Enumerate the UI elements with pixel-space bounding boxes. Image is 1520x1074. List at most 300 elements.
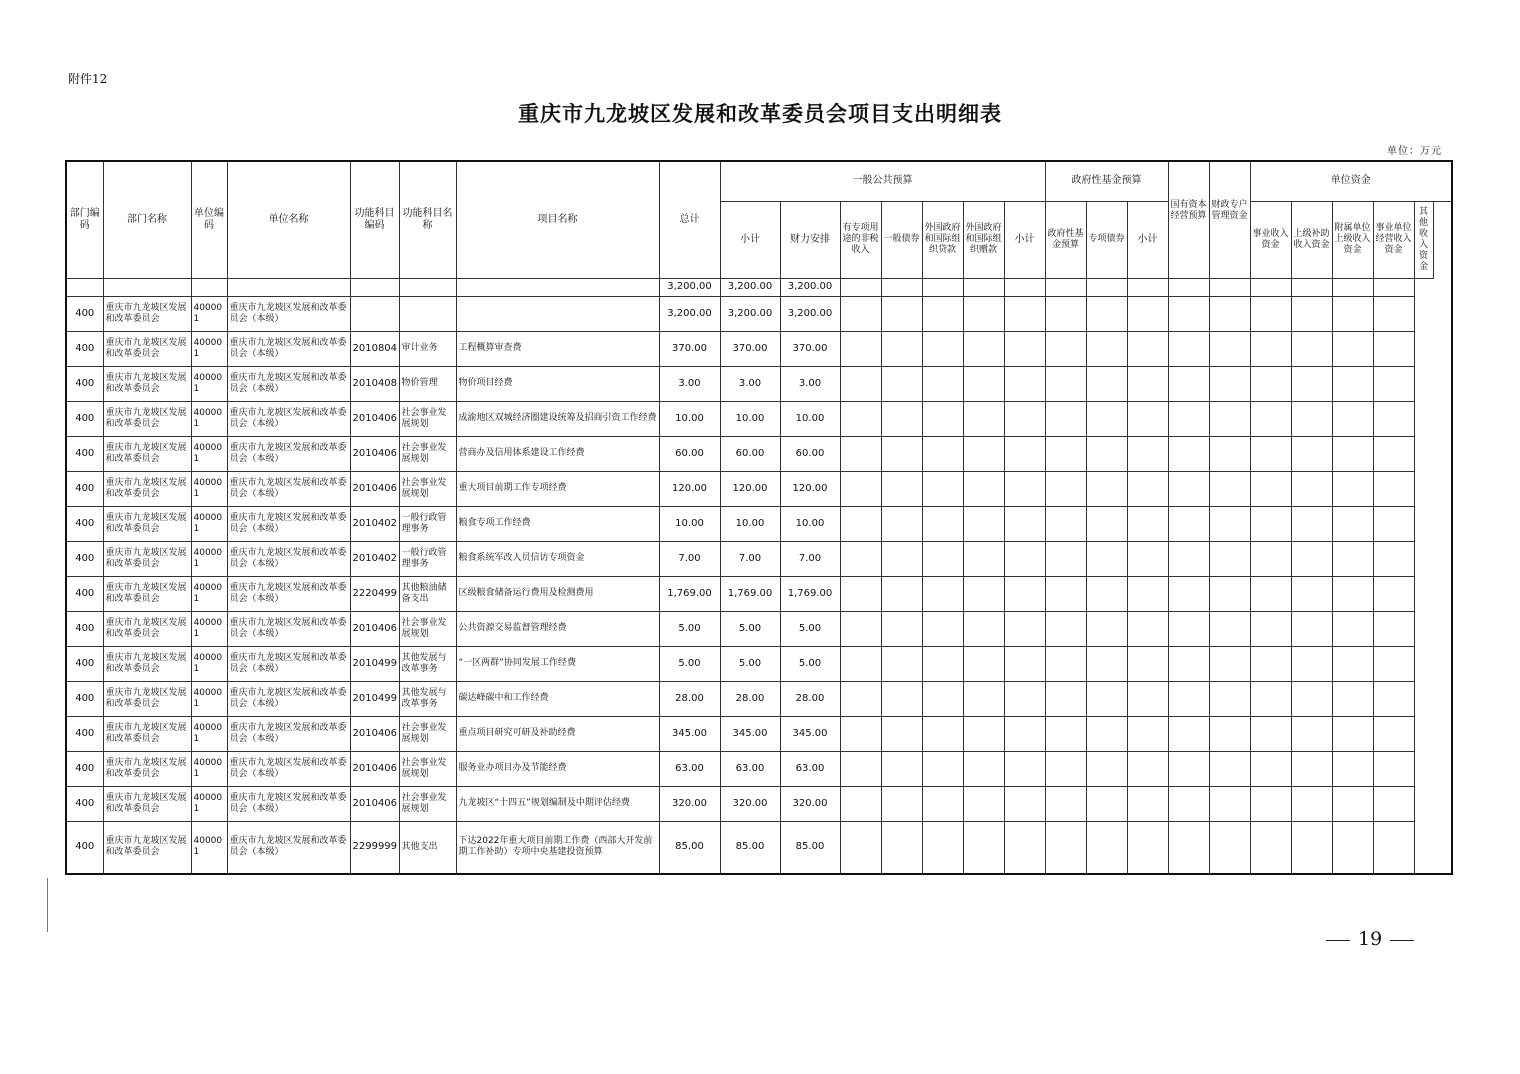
empty-cell (1086, 681, 1127, 716)
cell-project: 重点项目研究可研及补助经费 (456, 716, 659, 751)
empty-cell (1250, 436, 1291, 471)
empty-cell (1373, 576, 1414, 611)
cell-dept-code: 400 (66, 331, 103, 366)
header-gb-subtotal: 小计 (720, 201, 780, 278)
cell-unit-name: 重庆市九龙坡区发展和改革委员会（本级） (227, 506, 350, 541)
cell-func-code: 2010406 (350, 716, 399, 751)
cell-func-name: 一般行政管理事务 (399, 506, 456, 541)
cell-project: 碳达峰碳中和工作经费 (456, 681, 659, 716)
empty-cell (1127, 681, 1168, 716)
cell-subtotal: 5.00 (720, 611, 780, 646)
page-title: 重庆市九龙坡区发展和改革委员会项目支出明细表 (518, 101, 1002, 126)
empty-cell (1209, 296, 1250, 331)
cell-total: 10.00 (659, 401, 720, 436)
empty-cell (1168, 331, 1209, 366)
cell-total: 63.00 (659, 751, 720, 786)
empty-cell (1250, 296, 1291, 331)
cell-fiscal: 345.00 (780, 716, 840, 751)
cell-dept-name: 重庆市九龙坡区发展和改革委员会 (103, 506, 191, 541)
empty-cell (840, 436, 881, 471)
cell-dept-code: 400 (66, 541, 103, 576)
empty-cell (1250, 401, 1291, 436)
header-total: 总计 (659, 161, 720, 278)
empty-cell (963, 401, 1004, 436)
empty-cell (1086, 751, 1127, 786)
cell-project: 粮食系统军改人员信访专项资金 (456, 541, 659, 576)
page-number-text: 19 (1358, 928, 1383, 950)
empty-cell (963, 366, 1004, 401)
empty-cell (1004, 576, 1045, 611)
cell-dept-code: 400 (66, 786, 103, 821)
empty-cell (881, 786, 922, 821)
cell-dept-name: 重庆市九龙坡区发展和改革委员会 (103, 611, 191, 646)
empty-cell (840, 296, 881, 331)
empty-cell (1291, 506, 1332, 541)
empty-cell (1373, 821, 1414, 874)
header-dept-name: 部门名称 (103, 161, 191, 278)
empty-cell (1250, 611, 1291, 646)
empty-cell (963, 716, 1004, 751)
empty-cell (922, 296, 963, 331)
empty-cell (1168, 611, 1209, 646)
cell-subtotal: 370.00 (720, 331, 780, 366)
cell-fiscal: 85.00 (780, 821, 840, 874)
cell-func-code: 2010406 (350, 786, 399, 821)
empty-cell (1004, 506, 1045, 541)
cell-total: 370.00 (659, 331, 720, 366)
cell-unit-name: 重庆市九龙坡区发展和改革委员会（本级） (227, 786, 350, 821)
empty-cell (1004, 436, 1045, 471)
cell-unit-code: 400001 (191, 471, 227, 506)
cell-dept-name: 重庆市九龙坡区发展和改革委员会 (103, 436, 191, 471)
empty-cell (1209, 506, 1250, 541)
empty-cell (1045, 471, 1086, 506)
cell-unit-name: 重庆市九龙坡区发展和改革委员会（本级） (227, 541, 350, 576)
cell-fiscal: 5.00 (780, 611, 840, 646)
empty-cell (1291, 401, 1332, 436)
empty-cell (840, 471, 881, 506)
empty-cell (840, 541, 881, 576)
empty-cell (1004, 681, 1045, 716)
cell-unit-code: 400001 (191, 821, 227, 874)
cell-total: 320.00 (659, 786, 720, 821)
empty-cell (1086, 541, 1127, 576)
empty-cell (1045, 681, 1086, 716)
empty-cell (1291, 786, 1332, 821)
empty-cell (1209, 366, 1250, 401)
cell-dept-name: 重庆市九龙坡区发展和改革委员会 (103, 296, 191, 331)
empty-cell (1127, 401, 1168, 436)
header-uf-operating: 事业单位经营收入资金 (1373, 201, 1414, 278)
cell-unit-code: 400001 (191, 751, 227, 786)
cell-dept-name: 重庆市九龙坡区发展和改革委员会 (103, 821, 191, 874)
empty-cell (922, 436, 963, 471)
empty-cell (1045, 541, 1086, 576)
empty-cell (922, 366, 963, 401)
cell-fiscal: 7.00 (780, 541, 840, 576)
empty-cell (881, 471, 922, 506)
cell-fiscal: 60.00 (780, 436, 840, 471)
empty-cell (1209, 751, 1250, 786)
cell-unit-name: 重庆市九龙坡区发展和改革委员会（本级） (227, 681, 350, 716)
header-gb-foreign-grant: 外国政府和国际组织赠款 (963, 201, 1004, 278)
empty-cell (1045, 296, 1086, 331)
empty-cell (881, 401, 922, 436)
cell-total: 3.00 (659, 366, 720, 401)
cell-subtotal: 28.00 (720, 681, 780, 716)
empty-cell (1168, 366, 1209, 401)
cell-unit-code: 400001 (191, 541, 227, 576)
cell-func-code: 2010406 (350, 751, 399, 786)
cell-subtotal: 60.00 (720, 436, 780, 471)
empty-cell (881, 751, 922, 786)
cell-project: 成渝地区双城经济圈建设统筹及招商引资工作经费 (456, 401, 659, 436)
empty-cell (1086, 331, 1127, 366)
summary-row (66, 278, 1452, 296)
cell-unit-name: 重庆市九龙坡区发展和改革委员会（本级） (227, 366, 350, 401)
cell-subtotal: 320.00 (720, 786, 780, 821)
cell-dept-code: 400 (66, 681, 103, 716)
cell-subtotal: 7.00 (720, 541, 780, 576)
cell-unit-name: 重庆市九龙坡区发展和改革委员会（本级） (227, 646, 350, 681)
empty-cell (1291, 366, 1332, 401)
empty-cell (881, 331, 922, 366)
cell-unit-code: 400001 (191, 611, 227, 646)
header-gb-general-bond: 一般债券 (881, 201, 922, 278)
cell-project: 重大项目前期工作专项经费 (456, 471, 659, 506)
cell-func-code: 2010402 (350, 541, 399, 576)
empty-cell (1332, 506, 1373, 541)
cell-subtotal: 3,200.00 (720, 296, 780, 331)
empty-cell (840, 506, 881, 541)
empty-cell (963, 681, 1004, 716)
table-row (66, 506, 1452, 541)
cell-fiscal: 3.00 (780, 366, 840, 401)
cell-total: 10.00 (659, 506, 720, 541)
empty-cell (1250, 681, 1291, 716)
empty-cell (1127, 786, 1168, 821)
header-gf-special-bond: 专项债券 (1086, 201, 1127, 278)
empty-cell (840, 821, 881, 874)
cell-unit-code: 400001 (191, 401, 227, 436)
table-row (66, 576, 1452, 611)
cell-fiscal: 10.00 (780, 401, 840, 436)
empty-cell (1045, 506, 1086, 541)
empty-cell (963, 646, 1004, 681)
empty-cell (1168, 436, 1209, 471)
empty-cell (1332, 296, 1373, 331)
cell-unit-code: 400001 (191, 506, 227, 541)
empty-cell (840, 576, 881, 611)
empty-cell (1127, 646, 1168, 681)
empty-cell (922, 821, 963, 874)
cell-unit-name: 重庆市九龙坡区发展和改革委员会（本级） (227, 611, 350, 646)
empty-cell (1086, 366, 1127, 401)
cell-dept-code: 400 (66, 366, 103, 401)
cell-fiscal: 1,769.00 (780, 576, 840, 611)
cell-dept-name: 重庆市九龙坡区发展和改革委员会 (103, 786, 191, 821)
empty-cell (1168, 646, 1209, 681)
empty-cell (963, 786, 1004, 821)
empty-cell (1004, 611, 1045, 646)
empty-cell (1086, 436, 1127, 471)
cell-func-code: 2010406 (350, 611, 399, 646)
empty-cell (1168, 541, 1209, 576)
empty-cell (1004, 541, 1045, 576)
empty-cell (1291, 436, 1332, 471)
header-gf-fund: 政府性基金预算 (1045, 201, 1086, 278)
empty-cell (1168, 401, 1209, 436)
empty-cell (1209, 541, 1250, 576)
empty-cell (1127, 716, 1168, 751)
empty-cell (1127, 506, 1168, 541)
empty-cell (840, 331, 881, 366)
header-uf-subtotal: 小计 (1127, 201, 1168, 278)
cell-unit-name: 重庆市九龙坡区发展和改革委员会（本级） (227, 471, 350, 506)
header-gb-foreign-loan: 外国政府和国际组织贷款 (922, 201, 963, 278)
empty-cell (1045, 401, 1086, 436)
empty-cell (1045, 366, 1086, 401)
cell-func-name: 社会事业发展规划 (399, 401, 456, 436)
empty-cell (1373, 611, 1414, 646)
cell-func-name: 其他支出 (399, 821, 456, 874)
cell-func-code (350, 296, 399, 331)
empty-cell (1004, 751, 1045, 786)
empty-cell (922, 681, 963, 716)
cell-dept-name: 重庆市九龙坡区发展和改革委员会 (103, 751, 191, 786)
empty-cell (881, 611, 922, 646)
header-unit-funds: 单位资金 (1250, 161, 1452, 201)
cell-unit-name: 重庆市九龙坡区发展和改革委员会（本级） (227, 576, 350, 611)
unit-label: 单位：万元 (1387, 146, 1442, 157)
empty-cell (1332, 716, 1373, 751)
empty-cell (1045, 436, 1086, 471)
empty-cell (1373, 751, 1414, 786)
empty-cell (1168, 506, 1209, 541)
cell-fiscal: 3,200.00 (780, 296, 840, 331)
header-func-code: 功能科目编码 (350, 161, 399, 278)
cell-func-code: 2010408 (350, 366, 399, 401)
margin-line (47, 878, 48, 932)
header-uf-affiliated: 附属单位上级收入资金 (1332, 201, 1373, 278)
cell-unit-name: 重庆市九龙坡区发展和改革委员会（本级） (227, 296, 350, 331)
cell-project: 区级粮食储备运行费用及检测费用 (456, 576, 659, 611)
empty-cell (1168, 576, 1209, 611)
cell-unit-code: 400001 (191, 786, 227, 821)
cell-dept-name: 重庆市九龙坡区发展和改革委员会 (103, 401, 191, 436)
empty-cell (1209, 331, 1250, 366)
cell-subtotal: 345.00 (720, 716, 780, 751)
empty-cell (1373, 401, 1414, 436)
cell-unit-name: 重庆市九龙坡区发展和改革委员会（本级） (227, 821, 350, 874)
cell-func-code: 2010402 (350, 506, 399, 541)
cell-total: 1,769.00 (659, 576, 720, 611)
empty-cell (881, 821, 922, 874)
empty-cell (1250, 751, 1291, 786)
empty-cell (1045, 646, 1086, 681)
empty-cell (963, 611, 1004, 646)
cell-total: 85.00 (659, 821, 720, 874)
cell-dept-code: 400 (66, 296, 103, 331)
empty-cell (963, 436, 1004, 471)
empty-cell (1004, 646, 1045, 681)
cell-unit-name: 重庆市九龙坡区发展和改革委员会（本级） (227, 751, 350, 786)
cell-unit-name: 重庆市九龙坡区发展和改革委员会（本级） (227, 436, 350, 471)
empty-cell (922, 611, 963, 646)
empty-cell (1250, 331, 1291, 366)
empty-cell (1373, 506, 1414, 541)
empty-cell (922, 786, 963, 821)
empty-cell (963, 576, 1004, 611)
empty-cell (1127, 331, 1168, 366)
cell-fiscal: 370.00 (780, 331, 840, 366)
cell-total: 5.00 (659, 611, 720, 646)
cell-subtotal: 120.00 (720, 471, 780, 506)
cell-unit-code: 400001 (191, 716, 227, 751)
empty-cell (1373, 436, 1414, 471)
empty-cell (1209, 576, 1250, 611)
empty-cell (1291, 471, 1332, 506)
empty-cell (1291, 541, 1332, 576)
attachment-label: 附件12 (68, 72, 108, 86)
empty-cell (922, 646, 963, 681)
cell-total: 7.00 (659, 541, 720, 576)
empty-cell (1209, 681, 1250, 716)
cell-func-name: 社会事业发展规划 (399, 436, 456, 471)
empty-cell (1004, 331, 1045, 366)
empty-cell (1004, 471, 1045, 506)
empty-cell (1373, 296, 1414, 331)
cell-func-name: 物价管理 (399, 366, 456, 401)
empty-cell (1086, 296, 1127, 331)
cell-project: 营商办及信用体系建设工作经费 (456, 436, 659, 471)
empty-cell (1291, 646, 1332, 681)
empty-cell (963, 541, 1004, 576)
empty-cell (1373, 366, 1414, 401)
summary-subtotal: 3,200.00 (720, 278, 780, 296)
empty-cell (1086, 611, 1127, 646)
header-state-capital: 国有资本经营预算 (1168, 161, 1209, 278)
empty-cell (1250, 366, 1291, 401)
empty-cell (1127, 471, 1168, 506)
cell-unit-code: 400001 (191, 296, 227, 331)
empty-cell (840, 611, 881, 646)
empty-cell (1373, 331, 1414, 366)
empty-cell (1209, 821, 1250, 874)
empty-cell (1332, 541, 1373, 576)
empty-cell (840, 716, 881, 751)
table-row (66, 751, 1452, 786)
empty-cell (881, 681, 922, 716)
empty-cell (1250, 821, 1291, 874)
empty-cell (881, 576, 922, 611)
empty-cell (1045, 786, 1086, 821)
cell-subtotal: 85.00 (720, 821, 780, 874)
empty-cell (1250, 471, 1291, 506)
cell-dept-code: 400 (66, 436, 103, 471)
header-unit-name: 单位名称 (227, 161, 350, 278)
empty-cell (881, 541, 922, 576)
empty-cell (1045, 331, 1086, 366)
cell-subtotal: 1,769.00 (720, 576, 780, 611)
cell-fiscal: 5.00 (780, 646, 840, 681)
header-func-name: 功能科目名称 (399, 161, 456, 278)
empty-cell (1332, 471, 1373, 506)
empty-cell (1086, 716, 1127, 751)
summary-fiscal: 3,200.00 (780, 278, 840, 296)
cell-func-code: 2010406 (350, 436, 399, 471)
empty-cell (1291, 611, 1332, 646)
empty-cell (1250, 646, 1291, 681)
cell-total: 5.00 (659, 646, 720, 681)
cell-dept-code: 400 (66, 716, 103, 751)
empty-cell (1004, 401, 1045, 436)
empty-cell (922, 331, 963, 366)
table-row (66, 331, 1452, 366)
cell-dept-code: 400 (66, 611, 103, 646)
header-gb-fiscal: 财力安排 (780, 201, 840, 278)
table-row (66, 366, 1452, 401)
cell-fiscal: 10.00 (780, 506, 840, 541)
empty-cell (1332, 786, 1373, 821)
cell-dept-name: 重庆市九龙坡区发展和改革委员会 (103, 681, 191, 716)
empty-cell (1004, 821, 1045, 874)
empty-cell (1209, 786, 1250, 821)
cell-dept-code: 400 (66, 506, 103, 541)
cell-dept-code: 400 (66, 401, 103, 436)
cell-project (456, 296, 659, 331)
cell-subtotal: 10.00 (720, 401, 780, 436)
empty-cell (1250, 541, 1291, 576)
empty-cell (963, 751, 1004, 786)
empty-cell (1127, 366, 1168, 401)
empty-cell (1168, 681, 1209, 716)
empty-cell (1291, 296, 1332, 331)
cell-unit-name: 重庆市九龙坡区发展和改革委员会（本级） (227, 716, 350, 751)
empty-cell (1332, 821, 1373, 874)
cell-project: “一区两群”协同发展工作经费 (456, 646, 659, 681)
empty-cell (922, 751, 963, 786)
table-row (66, 786, 1452, 821)
empty-cell (1332, 366, 1373, 401)
cell-func-name: 社会事业发展规划 (399, 471, 456, 506)
cell-unit-code: 400001 (191, 436, 227, 471)
empty-cell (1373, 786, 1414, 821)
empty-cell (1209, 716, 1250, 751)
empty-cell (1168, 716, 1209, 751)
empty-cell (1086, 821, 1127, 874)
cell-func-name: 其他粮油储备支出 (399, 576, 456, 611)
header-general-budget: 一般公共预算 (720, 161, 1045, 201)
cell-project: 粮食专项工作经费 (456, 506, 659, 541)
cell-project: 物价项目经费 (456, 366, 659, 401)
cell-subtotal: 5.00 (720, 646, 780, 681)
cell-unit-code: 400001 (191, 681, 227, 716)
cell-dept-code: 400 (66, 646, 103, 681)
empty-cell (1127, 436, 1168, 471)
empty-cell (881, 506, 922, 541)
empty-cell (1209, 436, 1250, 471)
empty-cell (1127, 296, 1168, 331)
header-uf-superior: 上级补助收入资金 (1291, 201, 1332, 278)
cell-dept-code: 400 (66, 821, 103, 874)
empty-cell (922, 716, 963, 751)
empty-cell (1291, 751, 1332, 786)
cell-subtotal: 10.00 (720, 506, 780, 541)
table-row (66, 646, 1452, 681)
empty-cell (1086, 786, 1127, 821)
empty-cell (1291, 681, 1332, 716)
